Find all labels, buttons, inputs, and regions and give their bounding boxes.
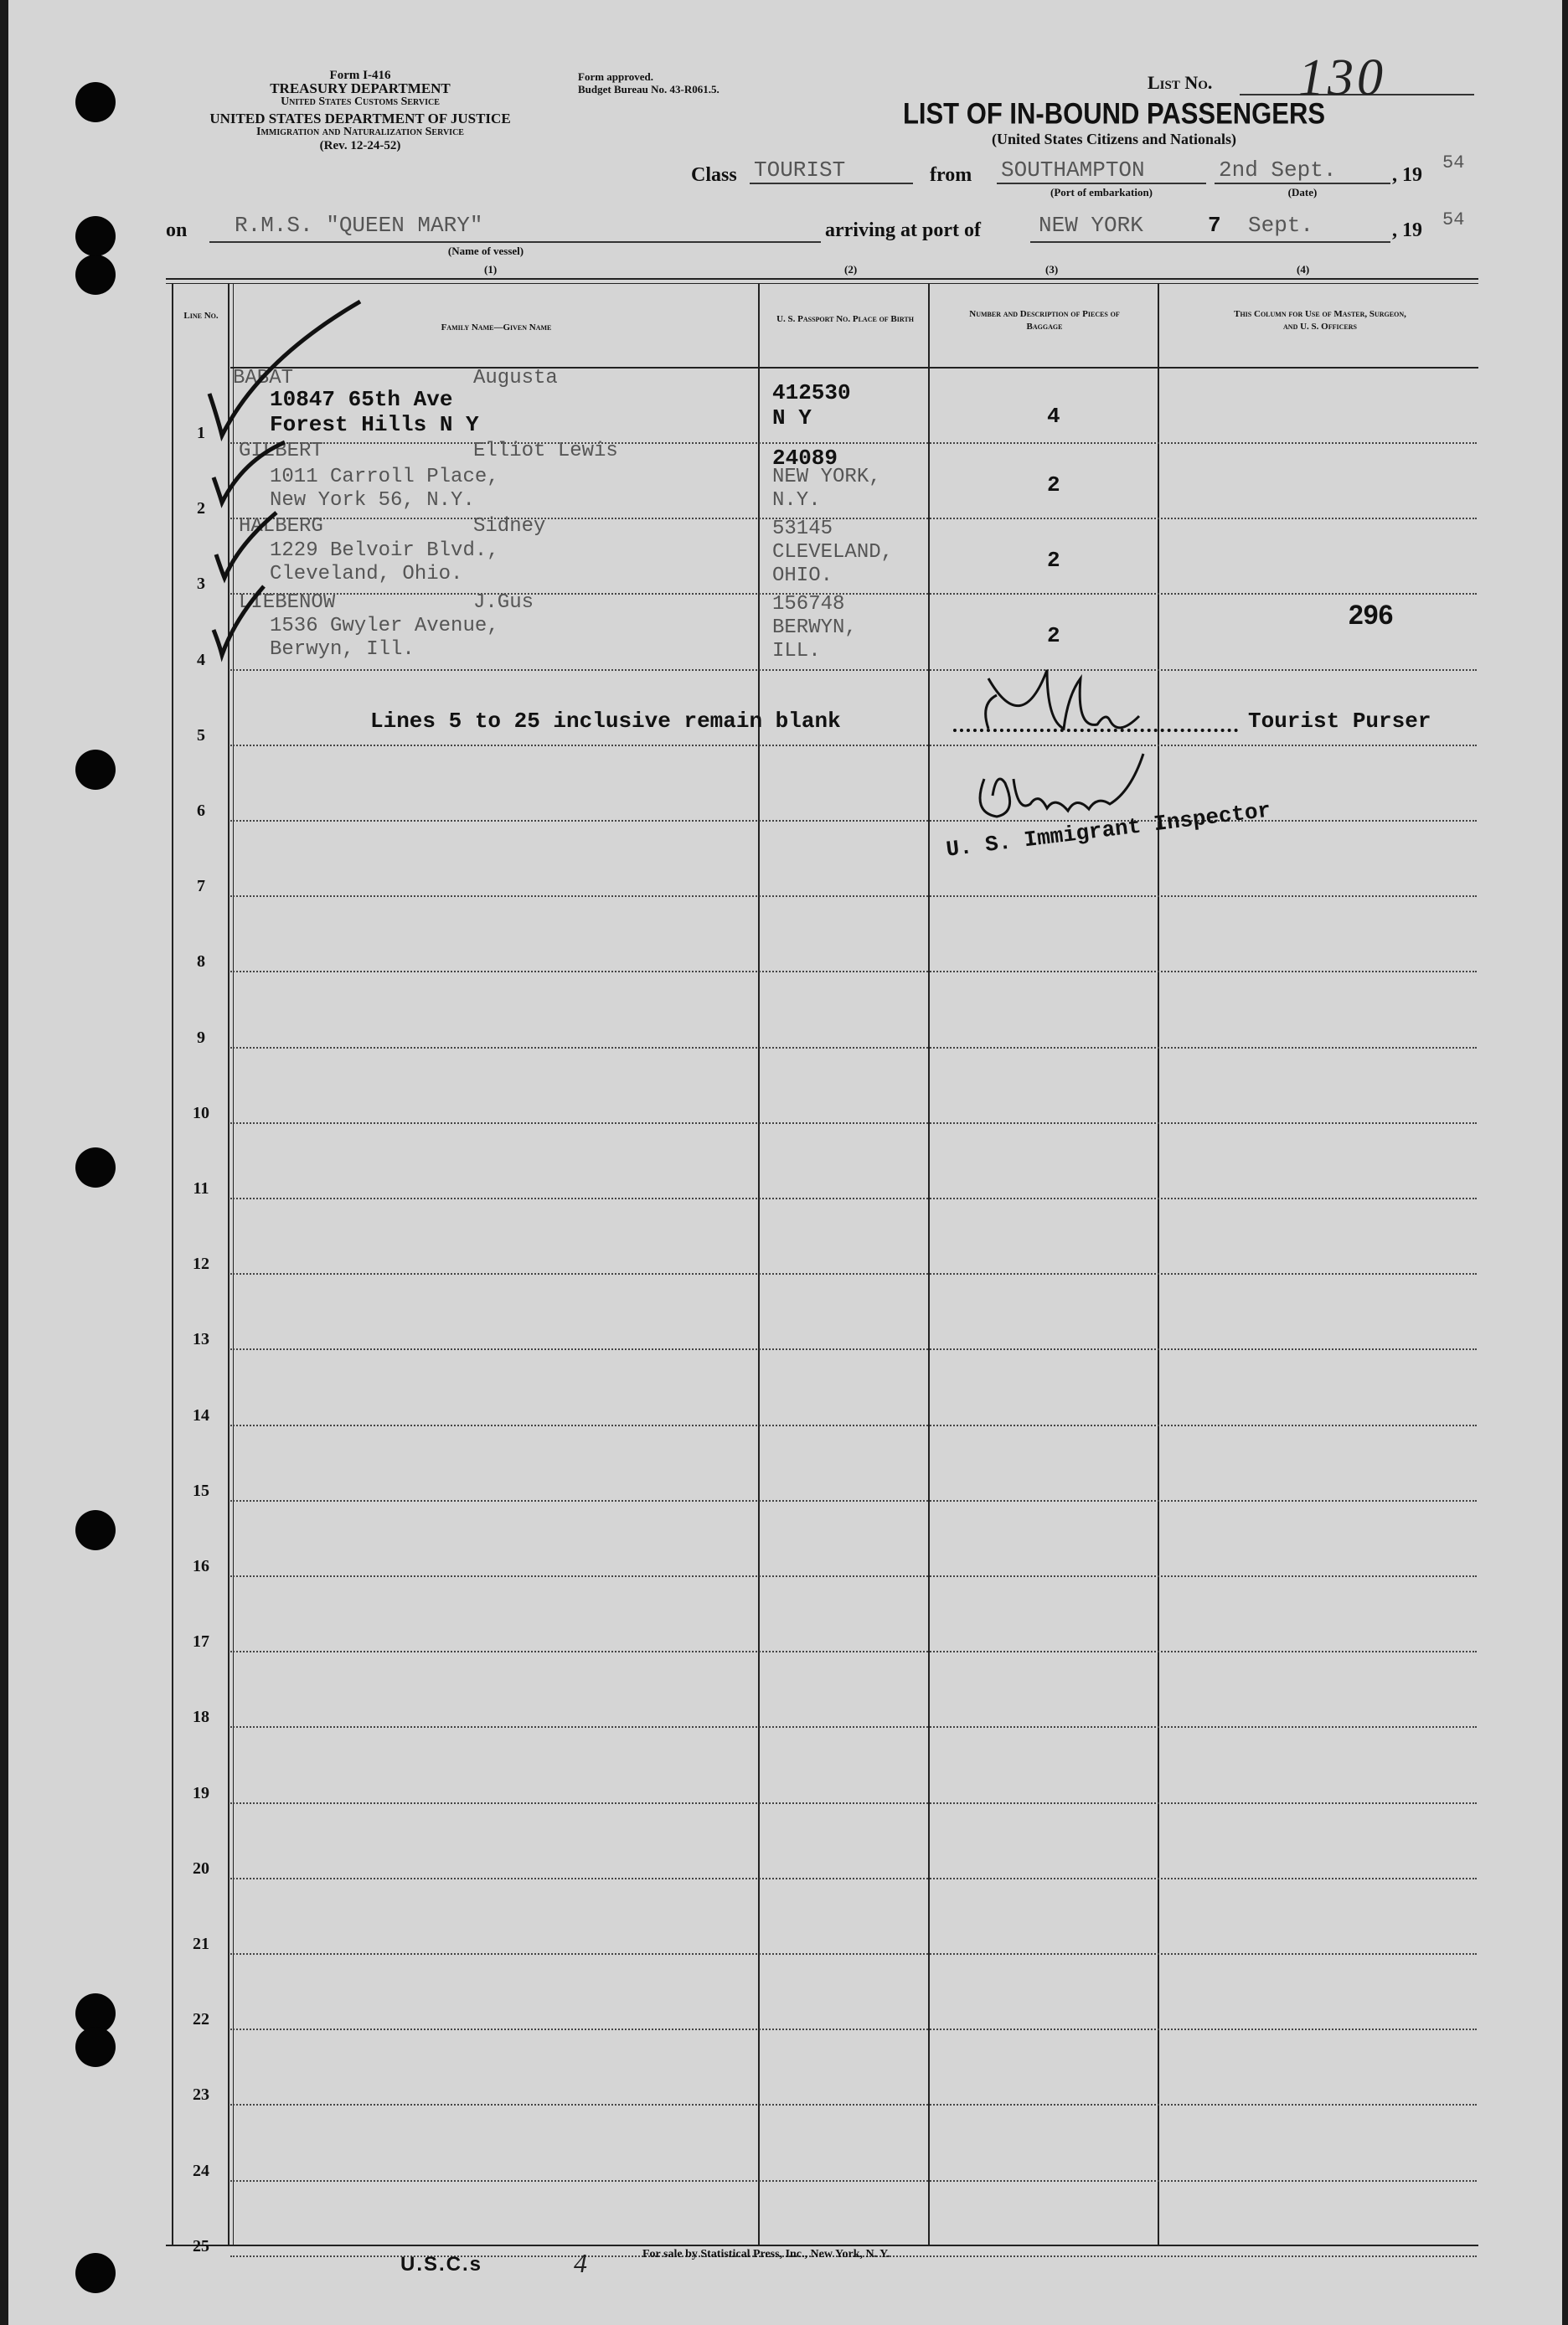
row-rule xyxy=(230,1953,1477,1955)
page-number: 4 xyxy=(574,2248,587,2278)
row-rule xyxy=(230,2104,1477,2106)
baggage-count: 2 xyxy=(1047,623,1060,648)
address-line-2: Berwyn, Ill. xyxy=(270,638,415,661)
line-number: 2 xyxy=(197,499,205,518)
line-number: 7 xyxy=(197,877,205,895)
header-name: Family Name—Given Name xyxy=(441,322,552,333)
row-rule xyxy=(230,1500,1477,1502)
passport-column-divider xyxy=(928,283,930,2245)
row-rule xyxy=(230,1122,1477,1124)
budget-bureau-no: Budget Bureau No. 43-R061.5. xyxy=(578,83,720,95)
row-rule xyxy=(230,1047,1477,1049)
table-top-rule-2 xyxy=(166,283,1478,284)
line-number: 3 xyxy=(197,575,205,593)
form-approved: Form approved. xyxy=(578,70,654,83)
passport-number: 53145 xyxy=(772,518,833,540)
address-line-2: Forest Hills N Y xyxy=(270,412,479,437)
arrival-month: Sept. xyxy=(1248,213,1314,238)
line-number: 25 xyxy=(193,2237,209,2255)
from-label: from xyxy=(930,164,972,186)
inspector-signature xyxy=(980,754,1143,817)
line-number: 4 xyxy=(197,651,205,669)
check-mark-3 xyxy=(216,513,276,578)
header-baggage: Number and Description of Pieces of Baggage xyxy=(969,309,1120,332)
printer-credit: For sale by Statistical Press, Inc., New York, N. Y. xyxy=(642,2248,890,2261)
row-rule xyxy=(230,669,1477,671)
line-number: 24 xyxy=(193,2162,209,2180)
row-rule xyxy=(230,1198,1477,1199)
inspector-title: U. S. Immigrant Inspector xyxy=(945,797,1272,863)
row-rule xyxy=(230,1878,1477,1879)
line-number: 1 xyxy=(197,424,205,442)
blank-lines-note: Lines 5 to 25 inclusive remain blank xyxy=(370,709,841,734)
row-rule xyxy=(230,971,1477,972)
signature-marks xyxy=(972,645,1273,829)
class-line xyxy=(750,183,913,184)
row-rule xyxy=(230,593,1477,595)
baggage-count: 2 xyxy=(1047,548,1060,573)
line-number: 14 xyxy=(193,1406,209,1425)
row-rule xyxy=(230,1273,1477,1275)
binder-hole xyxy=(75,2027,116,2067)
given-name: Elliot Lewis xyxy=(473,440,618,462)
binder-hole xyxy=(75,2253,116,2293)
row-rule xyxy=(230,2180,1477,2182)
customs-service: United States Customs Service xyxy=(281,95,440,108)
header-passport: U. S. Passport No. Place of Birth xyxy=(776,314,914,324)
port-line xyxy=(997,183,1206,184)
arrival-port: NEW YORK xyxy=(1039,213,1143,238)
vessel-caption: (Name of vessel) xyxy=(447,245,524,257)
place-of-birth-2: ILL. xyxy=(772,640,821,662)
on-label: on xyxy=(166,219,188,241)
family-name: LIEBENOW xyxy=(239,591,336,614)
table-bottom-rule xyxy=(166,2245,1478,2246)
class-label: Class xyxy=(691,164,737,186)
justice-dept: UNITED STATES DEPARTMENT OF JUSTICE xyxy=(209,111,511,126)
list-no-label: List No. xyxy=(1148,72,1213,93)
row-rule xyxy=(230,895,1477,897)
address-line-1: 1229 Belvoir Blvd., xyxy=(270,539,499,562)
line-number: 20 xyxy=(193,1859,209,1878)
line-number: 15 xyxy=(193,1482,209,1500)
line-number: 10 xyxy=(193,1104,209,1122)
line-number: 18 xyxy=(193,1708,209,1726)
check-mark-1 xyxy=(209,302,360,436)
line-number: 22 xyxy=(193,2010,209,2029)
baggage-count: 4 xyxy=(1047,404,1060,429)
list-no-handwritten: 130 xyxy=(1298,49,1386,106)
row-rule xyxy=(230,820,1477,822)
line-number: 9 xyxy=(197,1028,205,1047)
embarkation-date: 2nd Sept. xyxy=(1219,157,1337,183)
vessel-name: R.M.S. "QUEEN MARY" xyxy=(235,213,483,238)
row-rule xyxy=(230,745,1477,746)
check-mark-4 xyxy=(214,586,264,655)
family-name: HALBERG xyxy=(239,515,323,538)
address-line-2: New York 56, N.Y. xyxy=(270,489,475,512)
treasury-dept: TREASURY DEPARTMENT xyxy=(270,80,451,96)
baggage-column-divider xyxy=(1158,283,1159,2245)
manifest-subtitle: (United States Citizens and Nationals) xyxy=(991,131,1236,147)
line-number: 23 xyxy=(193,2085,209,2104)
uscs-mark: U.S.C.s xyxy=(400,2253,483,2276)
row-rule xyxy=(230,1575,1477,1577)
table-left-border xyxy=(172,283,173,2245)
table-top-rule xyxy=(166,278,1478,280)
row-rule xyxy=(230,518,1477,519)
header-officers: This Column for Use of Master, Surgeon, and U. S. Officers xyxy=(1234,309,1406,332)
passport-number: 412530 xyxy=(772,380,851,405)
caption-4: (4) xyxy=(1297,263,1310,276)
class-value: TOURIST xyxy=(754,157,846,183)
embarkation-port: SOUTHAMPTON xyxy=(1001,157,1145,183)
passport-number: 24089 xyxy=(772,446,838,471)
binder-hole xyxy=(75,255,116,295)
place-of-birth-2: N.Y. xyxy=(772,489,821,512)
year-prefix: , 19 xyxy=(1392,164,1422,186)
line-number: 6 xyxy=(197,802,205,820)
line-number: 5 xyxy=(197,726,205,745)
port-caption: (Port of embarkation) xyxy=(1050,186,1153,198)
address-line-1: 1011 Carroll Place, xyxy=(270,466,499,488)
binder-hole xyxy=(75,82,116,122)
vessel-line xyxy=(209,241,821,243)
form-revision: (Rev. 12-24-52) xyxy=(319,139,401,152)
date-caption: (Date) xyxy=(1287,186,1318,198)
caption-3: (3) xyxy=(1045,263,1059,276)
binder-hole xyxy=(75,1147,116,1188)
check-marks xyxy=(201,293,369,678)
place-of-birth-2: OHIO. xyxy=(772,564,833,587)
ins-service: Immigration and Naturalization Service xyxy=(256,126,464,138)
caption-1: (1) xyxy=(484,263,498,276)
line-number: 12 xyxy=(193,1255,209,1273)
address-line-1: 10847 65th Ave xyxy=(270,387,453,412)
form-issuer-block xyxy=(168,69,553,152)
row-rule xyxy=(230,442,1477,444)
date-line xyxy=(1215,183,1390,184)
arrival-day: 7 xyxy=(1208,213,1221,238)
baggage-count: 2 xyxy=(1047,472,1060,497)
place-of-birth: N Y xyxy=(772,405,812,430)
address-line-1: 1536 Gwyler Avenue, xyxy=(270,615,499,637)
officer-note: 296 xyxy=(1349,600,1394,630)
purser-signature xyxy=(986,670,1139,729)
family-name: GILBERT xyxy=(239,440,323,462)
line-number: 16 xyxy=(193,1557,209,1575)
arrival-line xyxy=(1030,241,1390,243)
row-rule xyxy=(230,1425,1477,1426)
place-of-birth: CLEVELAND, xyxy=(772,541,894,564)
place-of-birth: BERWYN, xyxy=(772,616,857,639)
family-name: BABAT xyxy=(233,367,294,389)
line-number: 17 xyxy=(193,1632,209,1651)
place-of-birth: NEW YORK, xyxy=(772,466,881,488)
given-name: Sidney xyxy=(473,515,546,538)
row-rule xyxy=(230,1802,1477,1804)
binder-hole xyxy=(75,216,116,256)
binder-hole xyxy=(75,1510,116,1550)
name-column-divider xyxy=(758,283,760,2245)
line-number: 19 xyxy=(193,1784,209,1802)
form-number: Form I-416 xyxy=(329,69,391,82)
manifest-title: LIST OF IN-BOUND PASSENGERS xyxy=(902,96,1326,131)
header-line-no: Line No. xyxy=(183,311,219,321)
arriving-label: arriving at port of xyxy=(825,219,981,241)
row-rule xyxy=(230,1348,1477,1350)
check-mark-2 xyxy=(214,442,285,503)
binder-hole xyxy=(75,750,116,790)
line-number: 11 xyxy=(193,1179,209,1198)
budget-approval xyxy=(578,70,720,95)
address-line-2: Cleveland, Ohio. xyxy=(270,563,463,585)
embarkation-year: 54 xyxy=(1442,152,1465,173)
arrival-year: 54 xyxy=(1442,209,1465,230)
caption-2: (2) xyxy=(844,263,858,276)
given-name: J.Gus xyxy=(473,591,534,614)
manifest-page xyxy=(8,0,1562,2325)
arrival-year-prefix: , 19 xyxy=(1392,219,1422,241)
passport-number: 156748 xyxy=(772,593,845,616)
row-rule xyxy=(230,2029,1477,2030)
line-number: 8 xyxy=(197,952,205,971)
purser-title: Tourist Purser xyxy=(1248,709,1431,734)
given-name: Augusta xyxy=(473,367,558,389)
row-rule xyxy=(230,1726,1477,1728)
line-number: 21 xyxy=(193,1935,209,1953)
header-bottom-rule xyxy=(230,367,1478,369)
row-rule xyxy=(230,1651,1477,1652)
line-number: 13 xyxy=(193,1330,209,1348)
